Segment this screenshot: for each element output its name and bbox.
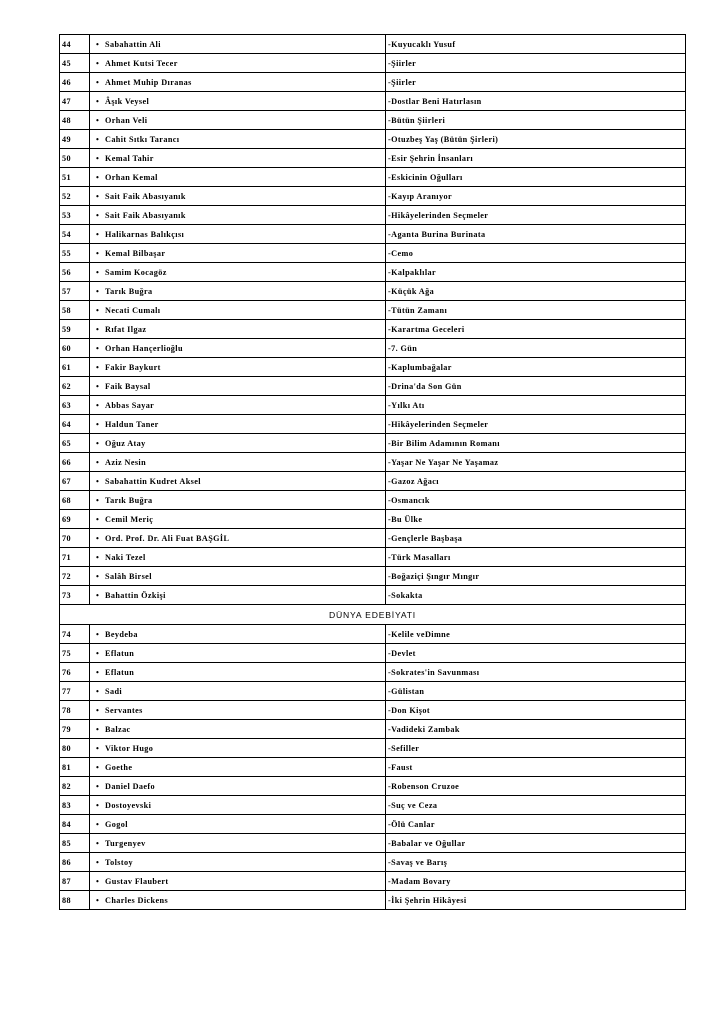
author-cell	[90, 320, 386, 339]
author-name: Tarık Buğra	[105, 286, 153, 296]
author-name: Halikarnas Balıkçısı	[105, 229, 185, 239]
author-name: Sait Faik Abasıyanık	[105, 191, 186, 201]
author-cell	[90, 130, 386, 149]
author-cell	[90, 625, 386, 644]
table-row	[60, 510, 686, 529]
book-title: -Ölü Canlar	[386, 815, 686, 834]
book-title: -Cemo	[386, 244, 686, 263]
author-cell	[90, 92, 386, 111]
author-name: Samim Kocagöz	[105, 267, 167, 277]
bullet-icon: •	[96, 648, 100, 658]
author-name: Aziz Nesin	[105, 457, 147, 467]
bullet-icon: •	[96, 838, 100, 848]
author-name: Orhan Hançerlioğlu	[105, 343, 183, 353]
author-name: Balzac	[105, 724, 131, 734]
author-cell	[90, 282, 386, 301]
bullet-icon: •	[96, 400, 100, 410]
author-name: Salâh Birsel	[105, 571, 152, 581]
book-title: -Otuzbeş Yaş (Bütün Şirleri)	[386, 130, 686, 149]
book-title: -Hikâyelerinden Seçmeler	[386, 206, 686, 225]
table-row	[60, 777, 686, 796]
row-number: 77	[60, 682, 90, 701]
author-cell	[90, 225, 386, 244]
bullet-icon: •	[96, 229, 100, 239]
bullet-icon: •	[96, 115, 100, 125]
author-name: Kemal Tahir	[105, 153, 154, 163]
author-name: Servantes	[105, 705, 143, 715]
row-number: 84	[60, 815, 90, 834]
author-name: Necati Cumalı	[105, 305, 161, 315]
bullet-icon: •	[96, 438, 100, 448]
author-cell	[90, 834, 386, 853]
row-number: 73	[60, 586, 90, 605]
author-cell	[90, 149, 386, 168]
book-title: -Sefiller	[386, 739, 686, 758]
table-row	[60, 396, 686, 415]
bullet-icon: •	[96, 476, 100, 486]
author-name: Dostoyevski	[105, 800, 152, 810]
bullet-icon: •	[96, 629, 100, 639]
book-title: -Drina'da Son Gün	[386, 377, 686, 396]
row-number: 46	[60, 73, 90, 92]
book-title: -Sokakta	[386, 586, 686, 605]
author-name: Turgenyev	[105, 838, 146, 848]
row-number: 64	[60, 415, 90, 434]
author-name: Rıfat Ilgaz	[105, 324, 147, 334]
table-row	[60, 35, 686, 54]
row-number: 82	[60, 777, 90, 796]
table-row	[60, 853, 686, 872]
row-number: 70	[60, 529, 90, 548]
table-row	[60, 282, 686, 301]
table-row	[60, 130, 686, 149]
author-name: Fakir Baykurt	[105, 362, 161, 372]
table-row	[60, 758, 686, 777]
table-row	[60, 796, 686, 815]
bullet-icon: •	[96, 172, 100, 182]
table-row	[60, 815, 686, 834]
table-row	[60, 320, 686, 339]
book-title: -Türk Masalları	[386, 548, 686, 567]
table-row	[60, 720, 686, 739]
author-name: Haldun Taner	[105, 419, 159, 429]
row-number: 87	[60, 872, 90, 891]
row-number: 75	[60, 644, 90, 663]
author-cell	[90, 396, 386, 415]
table-row	[60, 111, 686, 130]
author-cell	[90, 206, 386, 225]
author-name: Daniel Daefo	[105, 781, 156, 791]
section-heading: DÜNYA EDEBİYATI	[60, 605, 686, 625]
table-row	[60, 453, 686, 472]
book-title: -Bu Ülke	[386, 510, 686, 529]
row-number: 58	[60, 301, 90, 320]
bullet-icon: •	[96, 819, 100, 829]
table-row	[60, 529, 686, 548]
author-cell	[90, 377, 386, 396]
bullet-icon: •	[96, 895, 100, 905]
table-row	[60, 891, 686, 910]
author-name: Sabahattin Ali	[105, 39, 161, 49]
author-name: Âşık Veysel	[105, 96, 150, 106]
author-cell	[90, 301, 386, 320]
author-cell	[90, 54, 386, 73]
author-name: Beydeba	[105, 629, 138, 639]
author-name: Ahmet Muhip Dıranas	[105, 77, 192, 87]
author-cell	[90, 796, 386, 815]
turkish-literature-rows	[60, 35, 686, 605]
row-number: 68	[60, 491, 90, 510]
table-row	[60, 701, 686, 720]
row-number: 81	[60, 758, 90, 777]
author-cell	[90, 548, 386, 567]
author-cell	[90, 720, 386, 739]
row-number: 61	[60, 358, 90, 377]
table-row	[60, 434, 686, 453]
book-title: -Don Kişot	[386, 701, 686, 720]
book-title: -Küçük Ağa	[386, 282, 686, 301]
author-cell	[90, 111, 386, 130]
world-literature-heading-group	[60, 605, 686, 625]
bullet-icon: •	[96, 191, 100, 201]
book-title: -Kalpaklılar	[386, 263, 686, 282]
author-name: Sadi	[105, 686, 123, 696]
author-name: Ahmet Kutsi Tecer	[105, 58, 178, 68]
book-title: -Sokrates'in Savunması	[386, 663, 686, 682]
bullet-icon: •	[96, 495, 100, 505]
bullet-icon: •	[96, 705, 100, 715]
row-number: 65	[60, 434, 90, 453]
bullet-icon: •	[96, 343, 100, 353]
author-cell	[90, 644, 386, 663]
author-cell	[90, 739, 386, 758]
row-number: 49	[60, 130, 90, 149]
bullet-icon: •	[96, 724, 100, 734]
author-cell	[90, 701, 386, 720]
author-cell	[90, 567, 386, 586]
row-number: 76	[60, 663, 90, 682]
bullet-icon: •	[96, 762, 100, 772]
table-row	[60, 872, 686, 891]
table-row	[60, 491, 686, 510]
row-number: 45	[60, 54, 90, 73]
bullet-icon: •	[96, 210, 100, 220]
row-number: 57	[60, 282, 90, 301]
book-title: -Gülistan	[386, 682, 686, 701]
table-row	[60, 187, 686, 206]
table-row	[60, 301, 686, 320]
table-row	[60, 73, 686, 92]
row-number: 59	[60, 320, 90, 339]
bullet-icon: •	[96, 362, 100, 372]
row-number: 63	[60, 396, 90, 415]
bullet-icon: •	[96, 267, 100, 277]
row-number: 69	[60, 510, 90, 529]
book-title: -Karartma Geceleri	[386, 320, 686, 339]
row-number: 51	[60, 168, 90, 187]
author-cell	[90, 529, 386, 548]
author-cell	[90, 73, 386, 92]
row-number: 79	[60, 720, 90, 739]
row-number: 48	[60, 111, 90, 130]
book-title: -Faust	[386, 758, 686, 777]
table-row	[60, 548, 686, 567]
row-number: 47	[60, 92, 90, 111]
author-cell	[90, 682, 386, 701]
book-title: -7. Gün	[386, 339, 686, 358]
table-row	[60, 225, 686, 244]
row-number: 52	[60, 187, 90, 206]
bullet-icon: •	[96, 514, 100, 524]
book-title: -Suç ve Ceza	[386, 796, 686, 815]
book-title: -Yaşar Ne Yaşar Ne Yaşamaz	[386, 453, 686, 472]
bullet-icon: •	[96, 248, 100, 258]
author-cell	[90, 891, 386, 910]
bullet-icon: •	[96, 667, 100, 677]
table-row	[60, 168, 686, 187]
author-cell	[90, 777, 386, 796]
author-name: Gustav Flaubert	[105, 876, 169, 886]
author-name: Eflatun	[105, 648, 135, 658]
book-title: -Boğaziçi Şıngır Mıngır	[386, 567, 686, 586]
table-row	[60, 339, 686, 358]
row-number: 62	[60, 377, 90, 396]
bullet-icon: •	[96, 457, 100, 467]
bullet-icon: •	[96, 381, 100, 391]
bullet-icon: •	[96, 857, 100, 867]
book-title: -Madam Bovary	[386, 872, 686, 891]
table-row	[60, 472, 686, 491]
row-number: 80	[60, 739, 90, 758]
bullet-icon: •	[96, 58, 100, 68]
author-name: Kemal Bilbaşar	[105, 248, 166, 258]
book-title: -Gençlerle Başbaşa	[386, 529, 686, 548]
row-number: 74	[60, 625, 90, 644]
bullet-icon: •	[96, 286, 100, 296]
author-cell	[90, 872, 386, 891]
row-number: 53	[60, 206, 90, 225]
table-row	[60, 263, 686, 282]
row-number: 85	[60, 834, 90, 853]
table-row	[60, 54, 686, 73]
author-cell	[90, 586, 386, 605]
author-cell	[90, 491, 386, 510]
row-number: 83	[60, 796, 90, 815]
book-title: -Kayıp Aranıyor	[386, 187, 686, 206]
author-cell	[90, 758, 386, 777]
bullet-icon: •	[96, 571, 100, 581]
row-number: 71	[60, 548, 90, 567]
row-number: 54	[60, 225, 90, 244]
book-title: -Kuyucaklı Yusuf	[386, 35, 686, 54]
table-row	[60, 834, 686, 853]
book-title: -Gazoz Ağacı	[386, 472, 686, 491]
author-name: Eflatun	[105, 667, 135, 677]
author-cell	[90, 415, 386, 434]
author-name: Abbas Sayar	[105, 400, 155, 410]
bullet-icon: •	[96, 533, 100, 543]
author-cell	[90, 358, 386, 377]
author-cell	[90, 168, 386, 187]
author-cell	[90, 453, 386, 472]
author-cell	[90, 35, 386, 54]
bullet-icon: •	[96, 686, 100, 696]
table-row	[60, 586, 686, 605]
book-title: -Vadideki Zambak	[386, 720, 686, 739]
row-number: 44	[60, 35, 90, 54]
table-row	[60, 358, 686, 377]
book-title: -Şiirler	[386, 73, 686, 92]
bullet-icon: •	[96, 743, 100, 753]
author-cell	[90, 663, 386, 682]
bullet-icon: •	[96, 800, 100, 810]
bullet-icon: •	[96, 96, 100, 106]
author-name: Tolstoy	[105, 857, 133, 867]
book-title: -Devlet	[386, 644, 686, 663]
book-title: -Dostlar Beni Hatırlasın	[386, 92, 686, 111]
author-cell	[90, 434, 386, 453]
row-number: 67	[60, 472, 90, 491]
book-title: -Şiirler	[386, 54, 686, 73]
table-row	[60, 644, 686, 663]
bullet-icon: •	[96, 781, 100, 791]
author-name: Naki Tezel	[105, 552, 146, 562]
author-name: Orhan Veli	[105, 115, 148, 125]
row-number: 78	[60, 701, 90, 720]
book-title: -Hikâyelerinden Seçmeler	[386, 415, 686, 434]
row-number: 60	[60, 339, 90, 358]
book-title: -Esir Şehrin İnsanları	[386, 149, 686, 168]
author-cell	[90, 263, 386, 282]
author-name: Gogol	[105, 819, 128, 829]
table-row	[60, 377, 686, 396]
row-number: 55	[60, 244, 90, 263]
author-cell	[90, 472, 386, 491]
bullet-icon: •	[96, 77, 100, 87]
table-row	[60, 567, 686, 586]
table-row	[60, 149, 686, 168]
world-literature-rows	[60, 625, 686, 910]
row-number: 50	[60, 149, 90, 168]
author-name: Ord. Prof. Dr. Ali Fuat BAŞGİL	[105, 533, 230, 543]
bullet-icon: •	[96, 39, 100, 49]
bullet-icon: •	[96, 134, 100, 144]
author-cell	[90, 853, 386, 872]
author-cell	[90, 187, 386, 206]
author-name: Cahit Sıtkı Tarancı	[105, 134, 180, 144]
author-name: Sait Faik Abasıyanık	[105, 210, 186, 220]
book-title: -Yılkı Atı	[386, 396, 686, 415]
bullet-icon: •	[96, 153, 100, 163]
table-row	[60, 625, 686, 644]
author-name: Charles Dickens	[105, 895, 169, 905]
author-name: Goethe	[105, 762, 133, 772]
book-title: -Babalar ve Oğullar	[386, 834, 686, 853]
row-number: 72	[60, 567, 90, 586]
bullet-icon: •	[96, 305, 100, 315]
bullet-icon: •	[96, 590, 100, 600]
author-name: Orhan Kemal	[105, 172, 158, 182]
book-title: -Kaplumbağalar	[386, 358, 686, 377]
section-heading-row	[60, 605, 686, 625]
row-number: 86	[60, 853, 90, 872]
row-number: 56	[60, 263, 90, 282]
reading-list-sheet	[59, 34, 686, 910]
author-name: Cemil Meriç	[105, 514, 154, 524]
book-title: -Osmancık	[386, 491, 686, 510]
table-row	[60, 244, 686, 263]
author-name: Faik Baysal	[105, 381, 151, 391]
table-row	[60, 739, 686, 758]
table-row	[60, 663, 686, 682]
book-title: -Robenson Cruzoe	[386, 777, 686, 796]
bullet-icon: •	[96, 876, 100, 886]
table-row	[60, 206, 686, 225]
table-row	[60, 682, 686, 701]
table-row	[60, 92, 686, 111]
table-row	[60, 415, 686, 434]
author-cell	[90, 244, 386, 263]
bullet-icon: •	[96, 552, 100, 562]
book-title: -Eskicinin Oğulları	[386, 168, 686, 187]
row-number: 88	[60, 891, 90, 910]
book-title: -Kelile veDimne	[386, 625, 686, 644]
bullet-icon: •	[96, 419, 100, 429]
author-name: Sabahattin Kudret Aksel	[105, 476, 201, 486]
author-cell	[90, 815, 386, 834]
author-cell	[90, 339, 386, 358]
author-name: Viktor Hugo	[105, 743, 154, 753]
book-title: -Savaş ve Barış	[386, 853, 686, 872]
author-name: Oğuz Atay	[105, 438, 146, 448]
author-cell	[90, 510, 386, 529]
author-name: Bahattin Özkişi	[105, 590, 166, 600]
book-title: -Aganta Burina Burinata	[386, 225, 686, 244]
book-title: -Bir Bilim Adamının Romanı	[386, 434, 686, 453]
book-title: -İki Şehrin Hikâyesi	[386, 891, 686, 910]
book-title: -Tütün Zamanı	[386, 301, 686, 320]
bullet-icon: •	[96, 324, 100, 334]
row-number: 66	[60, 453, 90, 472]
author-name: Tarık Buğra	[105, 495, 153, 505]
reading-list-table	[59, 34, 686, 910]
book-title: -Bütün Şiirleri	[386, 111, 686, 130]
